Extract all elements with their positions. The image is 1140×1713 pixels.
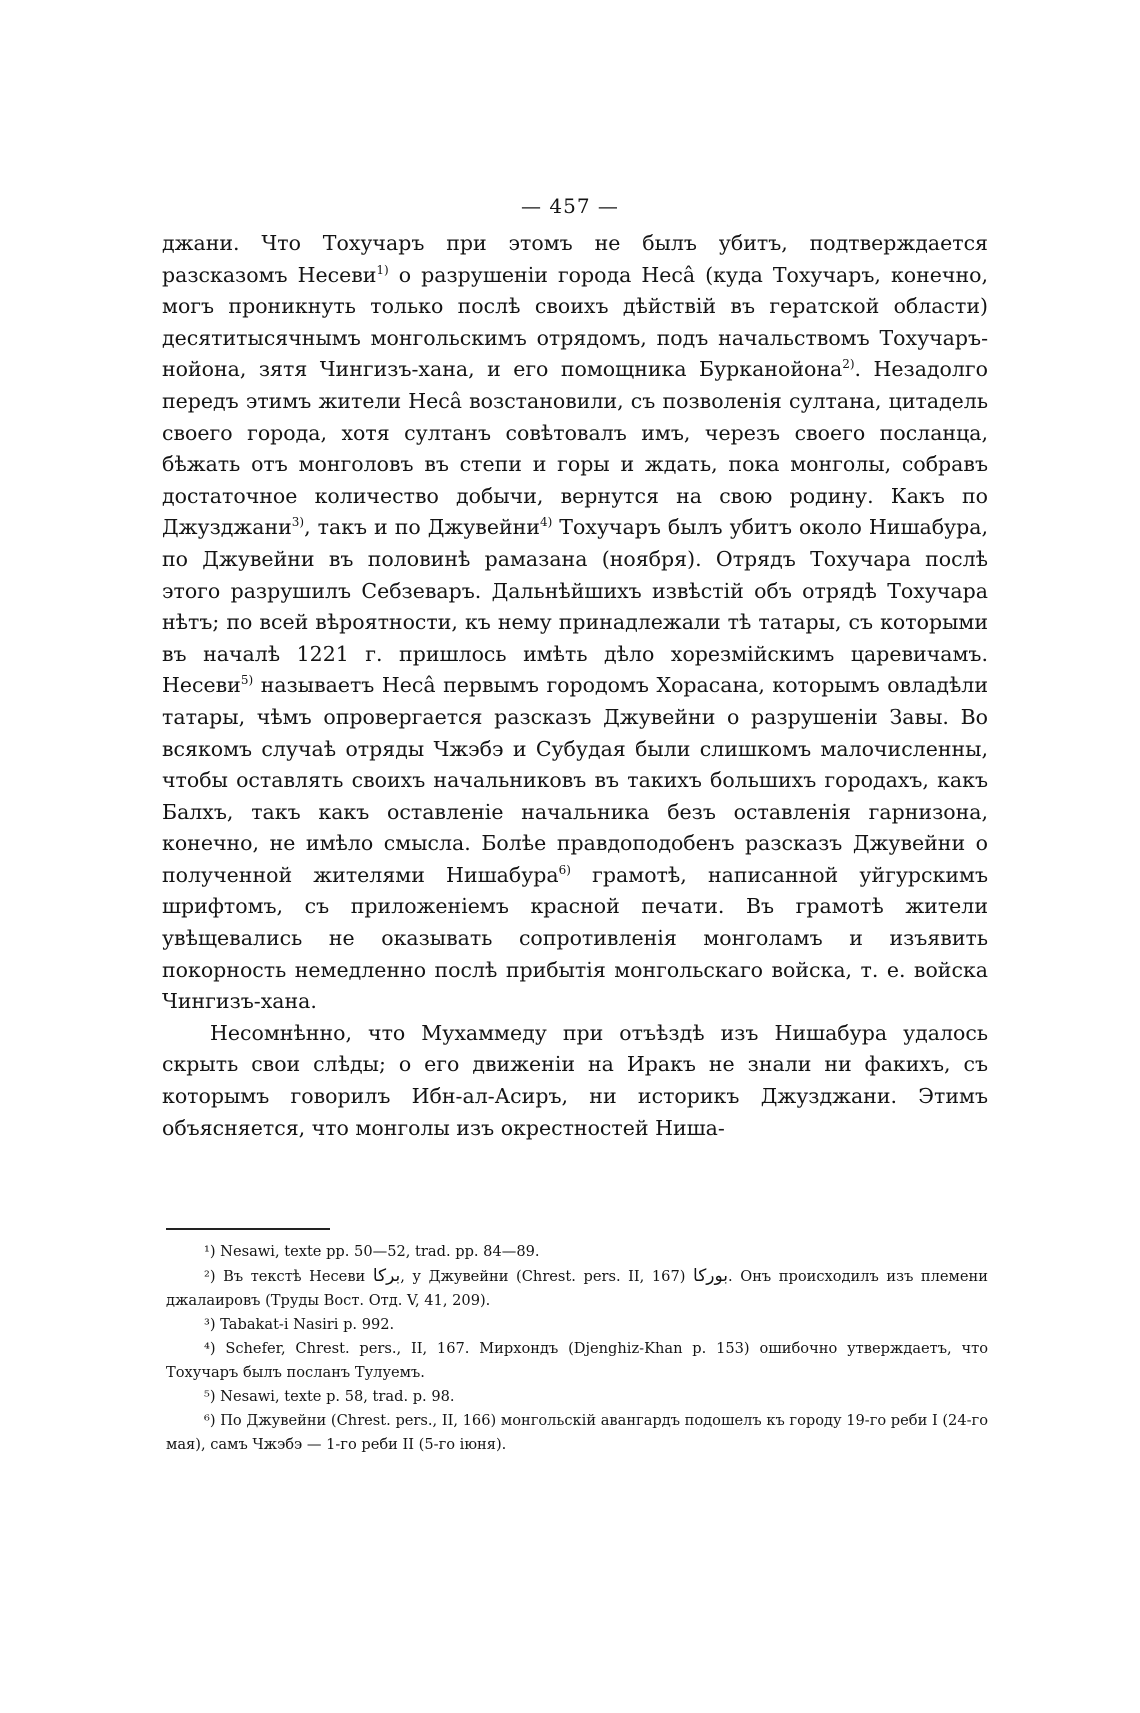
footnote-marker: 6) [558, 863, 571, 878]
text-run: . Незадолго передъ этимъ жители Несâ возстановили, съ позволенiя султана, цитадель своего города, хотя султанъ совѣтовалъ имъ, черезъ своего посланца, бѣжать отъ монголовъ въ степи и горы и ждать, пока монголы, собравъ достаточное количество добычи, вернутся на свою родину. Какъ по Джузджани [162, 357, 988, 540]
footnote-marker: 1) [376, 262, 389, 277]
footnote [166, 1409, 988, 1457]
text-run: . Онъ происходилъ изъ племени джалаировъ (Труды Вост. Отд. V, 41, 209). [166, 1268, 988, 1309]
footnote-marker: 3) [291, 515, 305, 530]
text-run: о разрушенiи города Несâ (куда Тохучаръ, конечно, могъ проникнуть только послѣ своихъ дѣйствiй въ гератской области) десятитысячнымъ монгольскимъ отрядомъ, подъ начальствомъ Тохучаръ-нойона, зятя Чингизъ-хана, и его помощника Бурканойона [162, 262, 988, 382]
footnote-marker: 2) [842, 357, 855, 372]
footnotes [166, 1240, 988, 1457]
arabic-name: بوركا [693, 1266, 729, 1286]
paragraph [162, 228, 988, 1018]
text-run: Несомнѣнно, что Мухаммеду при отъѣздѣ изъ Нишабура удалось скрыть свои слѣды; о его движенiи на Иракъ не знали ни факихъ, съ которымъ говорилъ Ибн-ал-Асиръ, ни историкъ Джузджани. Этимъ объясняется, что монголы изъ окрестностей Ниша- [162, 1020, 988, 1140]
footnote-separator [166, 1228, 330, 1230]
text-run: ³) Tabakat-i Nasiri p. 992. [204, 1316, 395, 1333]
footnote [166, 1337, 988, 1385]
text-run: ⁴) Schefer, Chrest. pers., II, 167. Мирхондъ (Djenghiz-Khan p. 153) ошибочно утверждаетъ, что Тохучаръ былъ посланъ Тулуемъ. [166, 1340, 988, 1381]
text-run: , у Джувейни (Chrest. pers. II, 167) [400, 1268, 694, 1285]
footnote-marker: 5) [240, 673, 254, 688]
text-run: ⁶) По Джувейни (Chrest. pers., II, 166) монгольскiй авангардъ подошелъ къ городу 19-го реби I (24-го мая), самъ Чжэбэ — 1-го реби II (5-го iюня). [166, 1412, 988, 1453]
footnote-marker: 4) [539, 515, 553, 530]
footnote [166, 1313, 988, 1337]
main-text [162, 228, 988, 1144]
text-run: грамотѣ, написанной уйгурскимъ шрифтомъ, съ приложенiемъ красной печати. Въ грамотѣ жители увѣщевались не оказывать сопротивленiя монголамъ и изъявить покорность немедленно послѣ прибытiя монгольскаго войска, т. е. войска Чингизъ-хана. [162, 862, 988, 1014]
footnote [166, 1264, 988, 1313]
text-run: называетъ Несâ первымъ городомъ Хорасана, которымъ овладѣли татары, чѣмъ опровергается разсказъ Джувейни о разрушенiи Завы. Во всякомъ случаѣ отряды Чжэбэ и Субудая были слишкомъ малочисленны, чтобы оставлять своихъ начальниковъ въ такихъ большихъ городахъ, какъ Балхъ, такъ какъ оставленiе начальника безъ оставленiя гарнизона, конечно, не имѣло смысла. Болѣе правдоподобенъ разсказъ Джувейни о полученной жителями Нишабура [162, 673, 988, 887]
text-run: ⁵) Nesawi, texte p. 58, trad. p. 98. [204, 1388, 455, 1405]
text-run: ²) Въ текстѣ Несеви [204, 1268, 373, 1285]
footnote [166, 1240, 988, 1264]
arabic-name: بركا [372, 1266, 401, 1286]
text-run: джани. Что Тохучаръ при этомъ не былъ убитъ, подтверждается разсказомъ Несеви [162, 231, 988, 287]
page-number: — 457 — [521, 194, 619, 218]
text-run: ¹) Nesawi, texte pp. 50—52, trad. pp. 84—89. [204, 1243, 540, 1260]
text-run: , такъ и по Джувейни [304, 515, 540, 540]
paragraph [162, 1018, 988, 1144]
text-run: Тохучаръ былъ убитъ около Нишабура, по Джувейни въ половинѣ рамазана (ноября). Отрядъ Тохучара послѣ этого разрушилъ Себзеваръ. Дальнѣйшихъ извѣстiй объ отрядѣ Тохучара нѣтъ; по всей вѣроятности, къ нему принадлежали тѣ татары, съ которыми въ началѣ 1221 г. пришлось имѣть дѣло хорезмiйскимъ царевичамъ. Несеви [162, 515, 988, 698]
footnote [166, 1385, 988, 1409]
